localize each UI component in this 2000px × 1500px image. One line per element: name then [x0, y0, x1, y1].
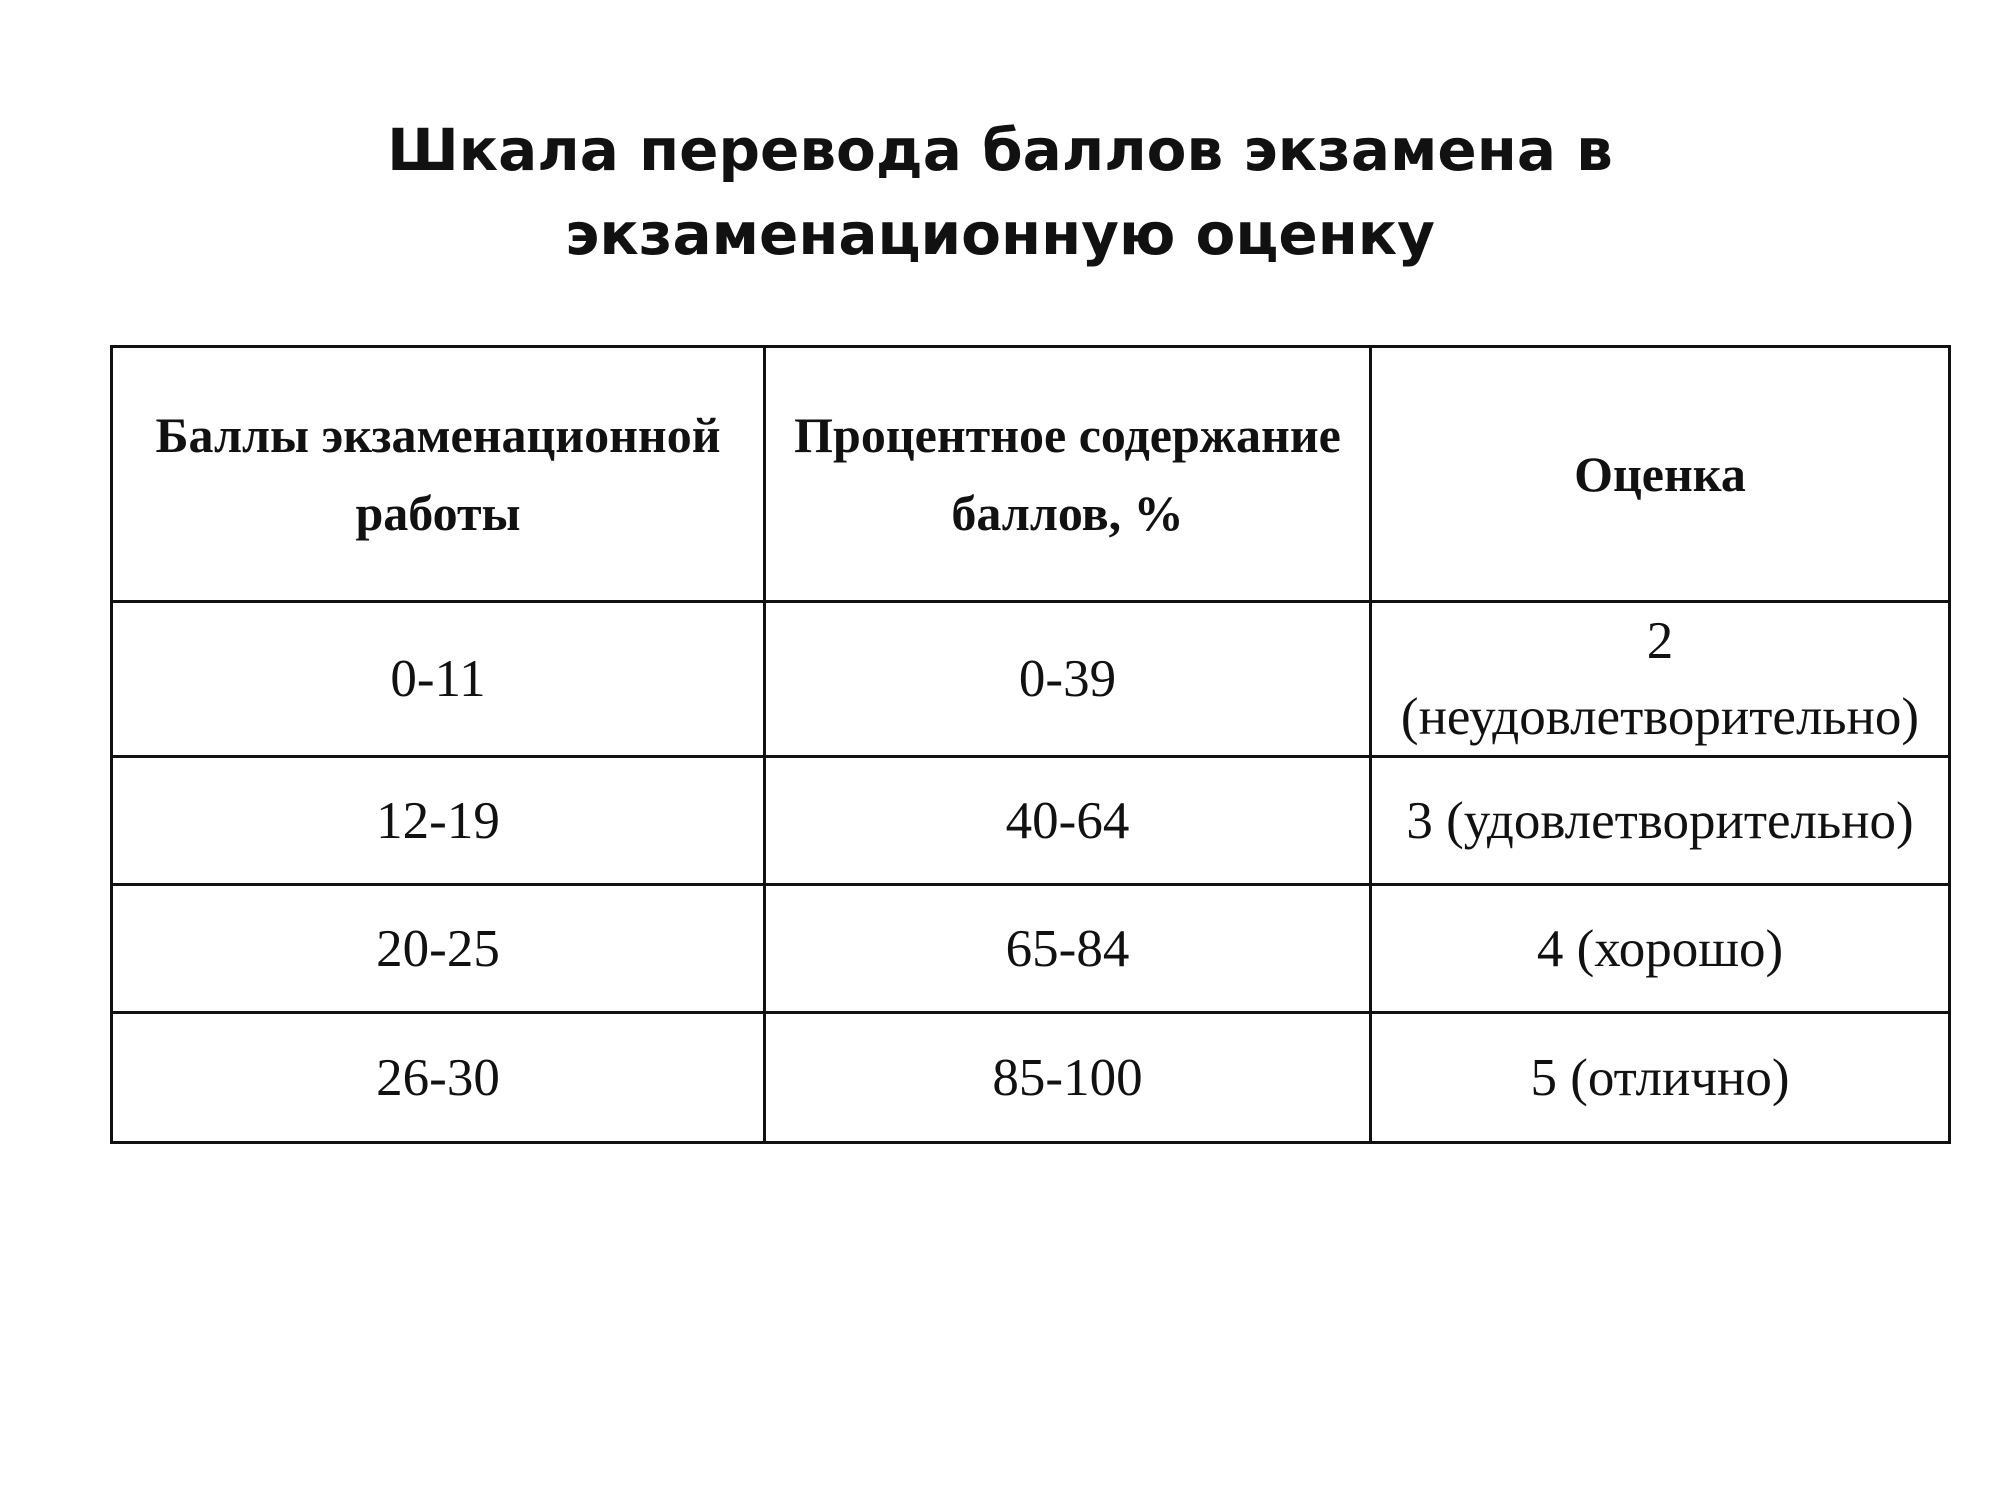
page-title: Шкала перевода баллов экзамена в экзаменационную оценку: [387, 116, 1613, 268]
header-exam-points: Баллы экзаменационной работы: [112, 347, 765, 602]
table-row: [112, 757, 1950, 885]
cell-grade: 2 (неудовлетворительно): [1371, 602, 1950, 757]
cell-points: 0-11: [112, 602, 765, 757]
cell-points: 12-19: [112, 757, 765, 885]
cell-grade: 4 (хорошо): [1371, 885, 1950, 1013]
table-header-row: [112, 347, 1950, 602]
cell-percent: 65-84: [765, 885, 1371, 1013]
cell-grade: 3 (удовлетворительно): [1371, 757, 1950, 885]
header-grade: Оценка: [1371, 347, 1950, 602]
table-row: [112, 885, 1950, 1013]
cell-percent: 40-64: [765, 757, 1371, 885]
cell-percent: 85-100: [765, 1013, 1371, 1143]
table-row: [112, 1013, 1950, 1143]
grade-conversion-table: [110, 345, 1951, 1144]
cell-percent: 0-39: [765, 602, 1371, 757]
table-row: [112, 602, 1950, 757]
cell-points: 20-25: [112, 885, 765, 1013]
header-percent-points: Процентное содержание баллов, %: [765, 347, 1371, 602]
cell-points: 26-30: [112, 1013, 765, 1143]
cell-grade: 5 (отлично): [1371, 1013, 1950, 1143]
